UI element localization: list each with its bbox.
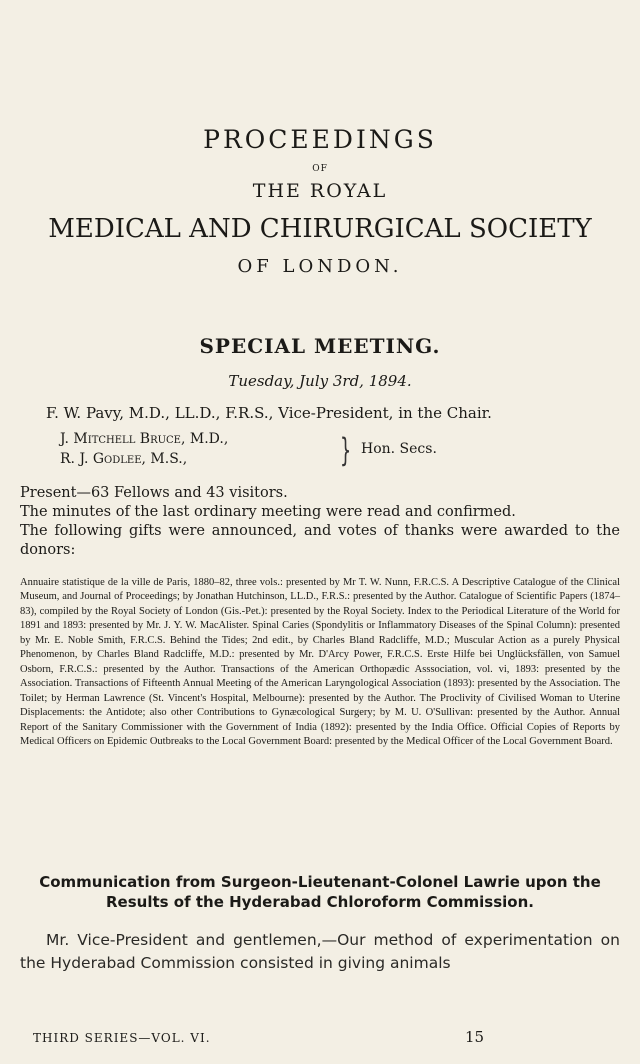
page-number: 15 — [465, 1028, 485, 1046]
of-london-line: OF LONDON. — [237, 256, 403, 277]
chair-line: F. W. Pavy, M.D., LL.D., F.R.S., Vice-President, in the Chair. — [46, 404, 492, 422]
meeting-heading: SPECIAL MEETING. — [199, 334, 441, 358]
communication-heading: Communication from Surgeon-Lieutenant-Colonel Lawrie upon the Results of the Hyderabad Chloroform Commission. — [39, 873, 601, 911]
series-footer: THIRD SERIES—VOL. VI. — [33, 1031, 211, 1045]
secretaries-label: Hon. Secs. — [361, 441, 437, 457]
gifts-list: Annuaire statistique de la ville de Paris, 1880–82, three vols.: presented by Mr T. W. Nunn, F.R.C.S. A Descriptive Catalogue of the Clinical Museum, and Journal of Proceedings; by Jonathan Hutchinson, LL.D., F.R.S.: presented by the Author. Catalogue of Scientific Papers (1874–83), compiled by the Royal Society of London (Gis.-Pet.): presented by the Royal Society. Index to the Periodical Literature of the World for 1891 and 1893: presented by Mr. J. Y. W. MacAlister. Spinal Caries (Spondylitis or Inflammatory Diseases of the Spinal Column): presented by Mr. E. Noble Smith, F.R.C.S. Behind the Tides; 2nd edit., by Charles Bland Radcliffe, M.D.; Muscular Action as a purely Physical Phenomenon, by Charles Bland Radcliffe, M.D.: presented by Mr. D'Arcy Power, F.R.C.S. Erste Hilfe bei Unglücksfällen, von Samuel Osborn, F.R.C.S.: presented by the Author. Transactions of the American Orthopædic Asssociation, vol. vi, 1893: presented by the Association. Transactions of Fifteenth Annual Meeting of the American Laryngological Association (1893): presented by the Association. The Toilet; by Herman Lawrence (St. Vincent's Hospital, Melbourne): presented by the Author. The Proclivity of Civilised Woman to Uterine Displacements: the Antidote; also other Contributions to Gynæcological Surgery; by M. U. O'Sullivan: presented by the Author. Annual Report of the Sanitary Commissioner with the Government of India (1892): presented by the India Office. Official Copies of Reports by Medical Officers on Epidemic Outbreaks to the Local Government Board: presented by the Medical Officer of the Local Government Board. — [20, 577, 620, 747]
communication-text: Mr. Vice-President and gentlemen,—Our method of experimentation on the Hyderabad Commission consisted in giving animals — [20, 931, 620, 972]
brace-symbol: } — [340, 431, 352, 469]
minutes-line: The minutes of the last ordinary meeting were read and confirmed. — [20, 504, 516, 520]
attendance-line: Present—63 Fellows and 43 visitors. — [20, 485, 288, 501]
society-name-line-1: THE ROYAL — [252, 180, 388, 202]
secretary-2: R. J. Godlee, M.S., — [60, 451, 188, 467]
society-name-line-2: MEDICAL AND CHIRURGICAL SOCIETY — [48, 214, 592, 244]
page-title: PROCEEDINGS — [203, 125, 437, 154]
secretary-1: J. Mitchell Bruce, M.D., — [60, 431, 229, 447]
gifts-intro: The following gifts were announced, and votes of thanks were awarded to the donors: — [20, 523, 620, 558]
of-line: OF — [312, 164, 328, 174]
meeting-date: Tuesday, July 3rd, 1894. — [228, 372, 412, 390]
